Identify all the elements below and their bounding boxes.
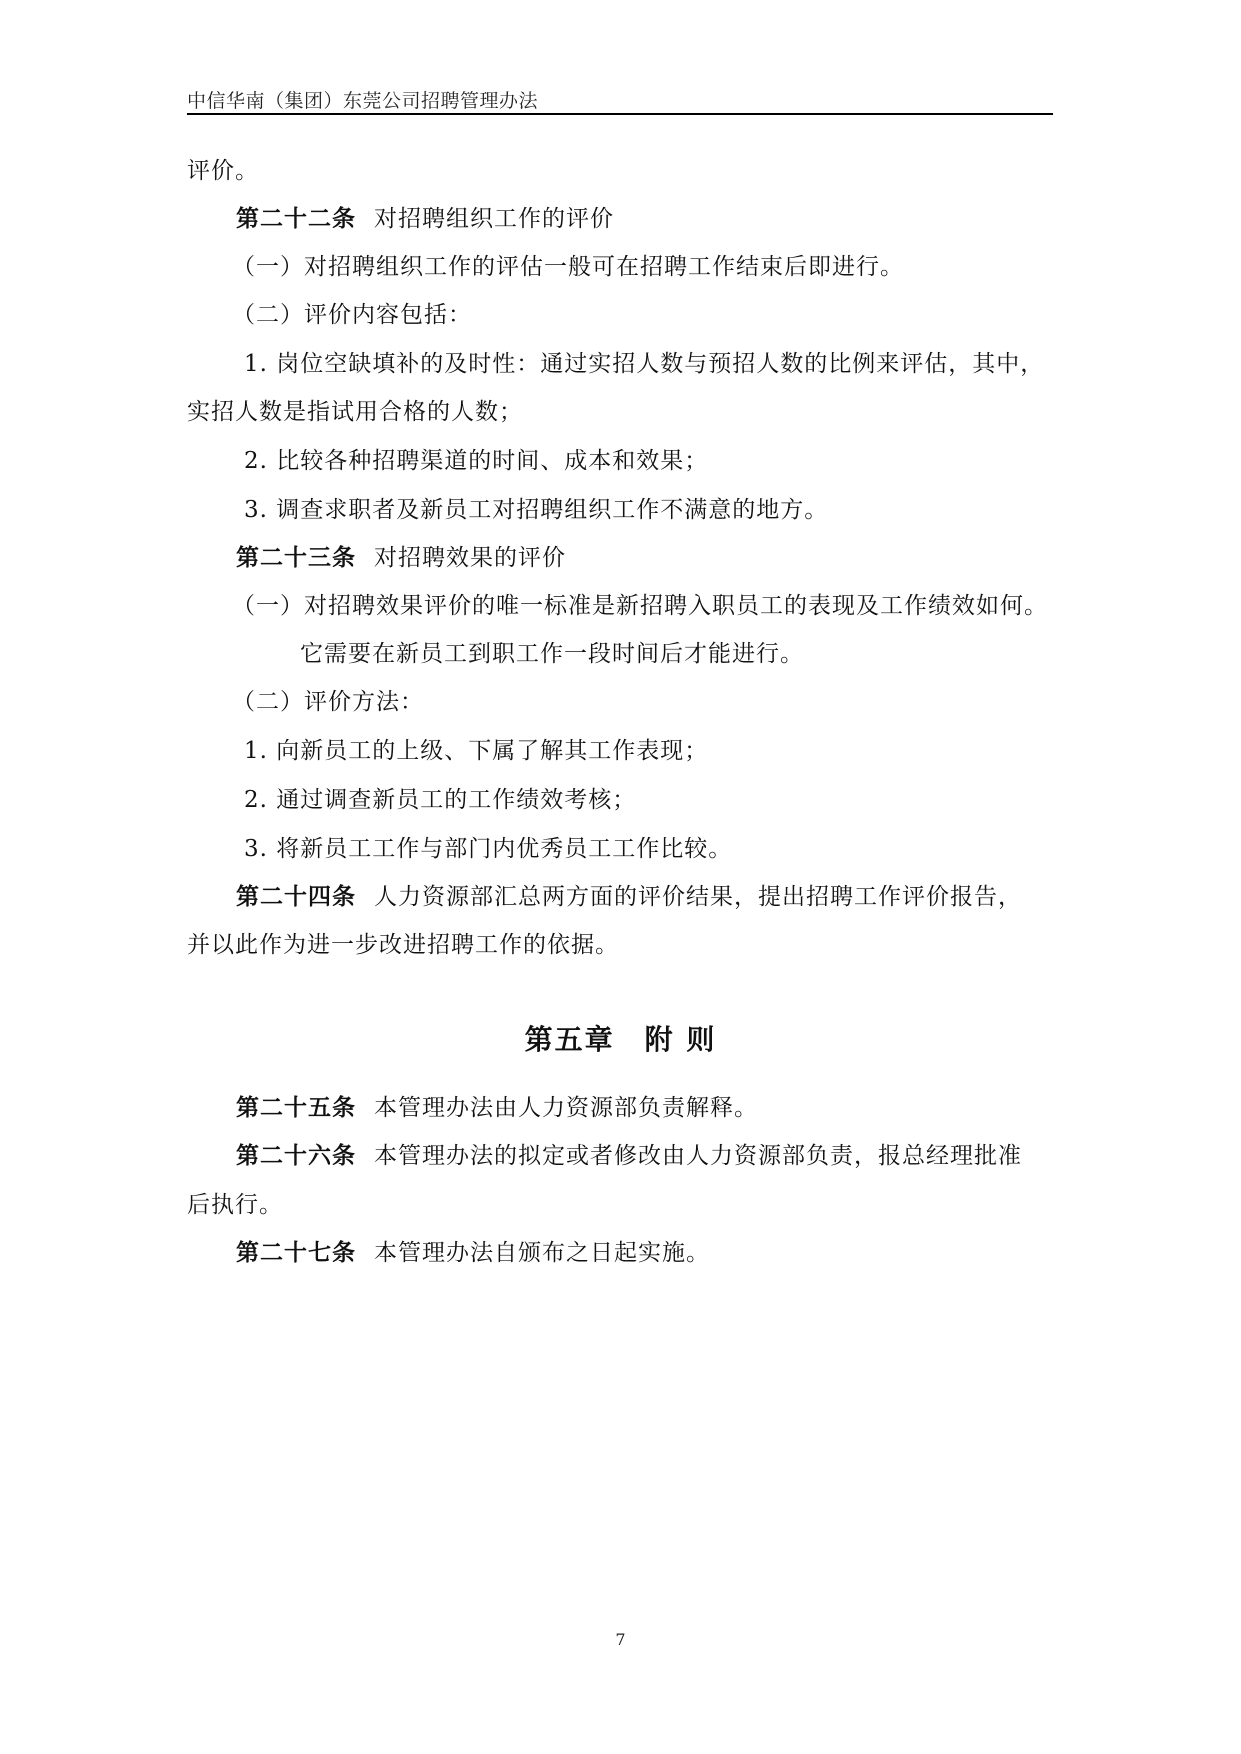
paragraph-line: （一）对招聘组织工作的评估一般可在招聘工作结束后即进行。 <box>232 254 904 280</box>
article-label: 第二十四条 <box>236 883 356 910</box>
chapter-number: 第五章 <box>524 1023 615 1056</box>
running-header: 中信华南（集团）东莞公司招聘管理办法 <box>187 90 539 112</box>
article-24 <box>236 881 1022 913</box>
article-text: 本管理办法由人力资源部负责解释。 <box>374 1095 758 1121</box>
article-label: 第二十五条 <box>236 1094 356 1121</box>
article-text: 本管理办法的拟定或者修改由人力资源部负责，报总经理批准 <box>374 1143 1022 1169</box>
article-25 <box>236 1092 758 1124</box>
list-item: 2. 通过调查新员工的工作绩效考核； <box>244 787 637 813</box>
paragraph-line: 评价。 <box>187 158 259 184</box>
article-text: 对招聘效果的评价 <box>374 545 566 571</box>
paragraph-line: （一）对招聘效果评价的唯一标准是新招聘入职员工的表现及工作绩效如何。 <box>232 593 1048 619</box>
paragraph-line: （二）评价内容包括： <box>232 302 472 328</box>
article-label: 第二十六条 <box>236 1142 356 1169</box>
article-27 <box>236 1237 710 1269</box>
page-number: 7 <box>615 1630 626 1649</box>
paragraph-line: 后执行。 <box>187 1192 283 1218</box>
article-text: 本管理办法自颁布之日起实施。 <box>374 1240 710 1266</box>
header-divider <box>187 113 1053 115</box>
article-26 <box>236 1140 1022 1172</box>
article-text: 人力资源部汇总两方面的评价结果，提出招聘工作评价报告， <box>374 884 1022 910</box>
list-item: 1. 岗位空缺填补的及时性：通过实招人数与预招人数的比例来评估，其中， <box>244 351 1045 377</box>
article-text: 对招聘组织工作的评价 <box>374 206 614 232</box>
list-item: 1. 向新员工的上级、下属了解其工作表现； <box>244 738 709 764</box>
paragraph-line: 实招人数是指试用合格的人数； <box>187 399 523 425</box>
paragraph-line: 并以此作为进一步改进招聘工作的依据。 <box>187 932 619 958</box>
article-23 <box>236 542 566 574</box>
article-label: 第二十三条 <box>236 544 356 571</box>
article-22 <box>236 203 614 235</box>
list-item: 3. 将新员工工作与部门内优秀员工工作比较。 <box>244 836 733 862</box>
paragraph-line: 它需要在新员工到职工作一段时间后才能进行。 <box>300 641 804 667</box>
chapter-heading <box>0 1018 1241 1058</box>
article-label: 第二十七条 <box>236 1239 356 1266</box>
chapter-title: 附 则 <box>644 1023 717 1056</box>
list-item: 3. 调查求职者及新员工对招聘组织工作不满意的地方。 <box>244 497 829 523</box>
list-item: 2. 比较各种招聘渠道的时间、成本和效果； <box>244 448 709 474</box>
article-label: 第二十二条 <box>236 205 356 232</box>
paragraph-line: （二）评价方法： <box>232 689 424 715</box>
